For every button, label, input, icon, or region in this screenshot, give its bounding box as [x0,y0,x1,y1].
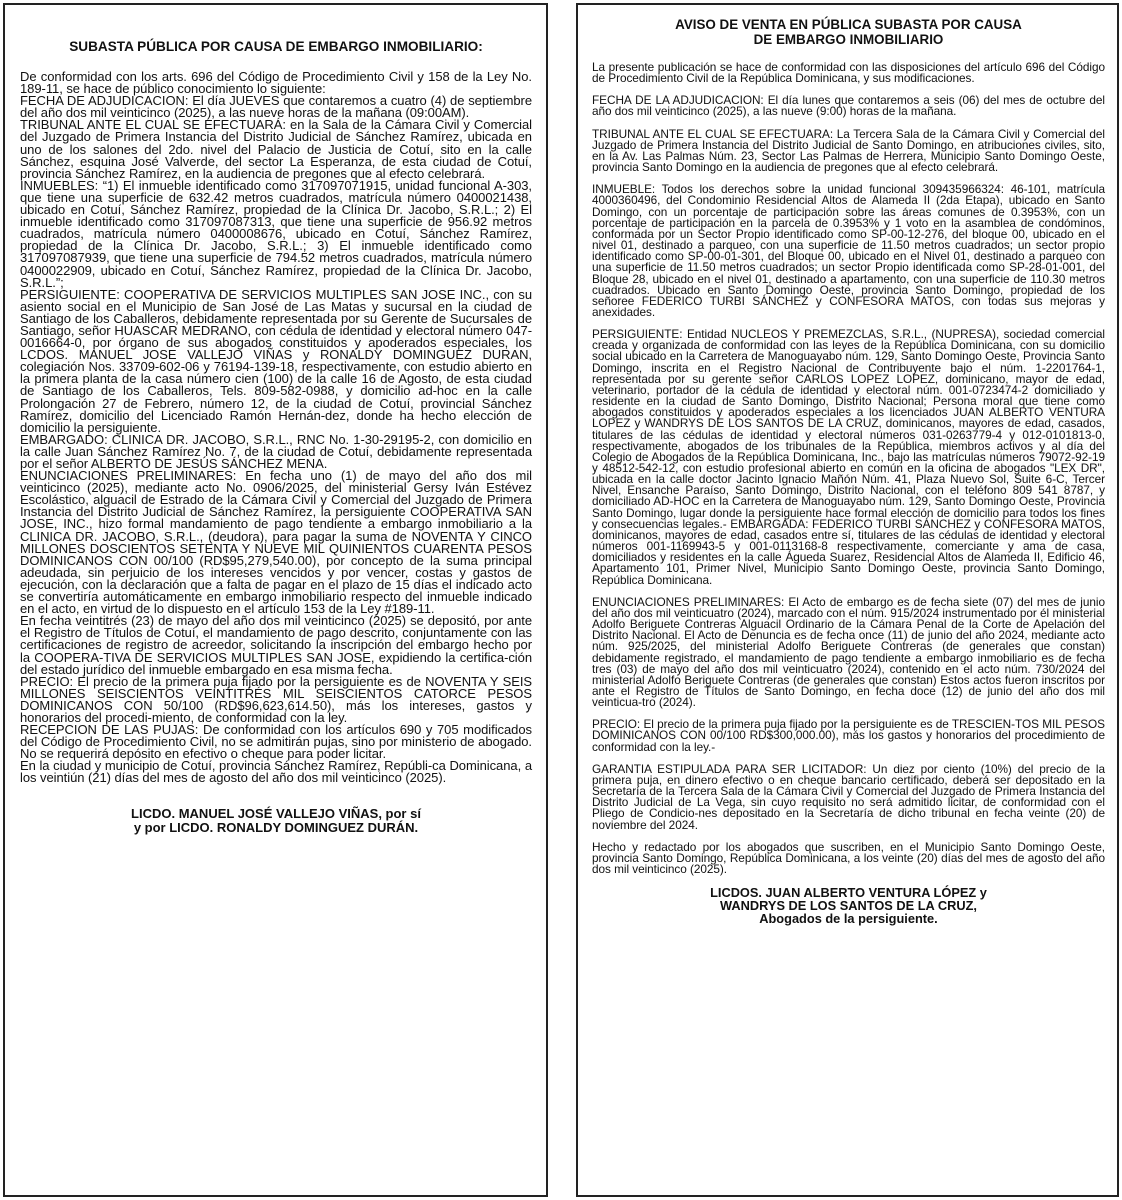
left-signature-line-2: y por LICDO. RONALDY DOMINGUEZ DURÁN. [133,819,419,835]
left-lugar-fecha: En la ciudad y municipio de Cotuí, provincia Sánchez Ramírez, Repúbli-ca Dominicana, a los veintiún (21) días del mes de agosto del año dos mil veinticinco (2025). [20,758,532,786]
notice-right-aviso-venta [576,3,1119,1197]
right-garantia: GARANTIA ESTIPULADA PARA SER LICITADOR: Un diez por ciento (10%) del precio de la primera puja, en dinero efectivo o en cheque bancario certificado, deberá ser depositado en la Secretaría de la Tercera Sala de la Cámara Civil y Comercial del Juzgado de Primera Instancia del Distrito Judicial de La Vega, sin cuyo requisito no será admitido licitar, de conformidad con el Pliego de Condicio-nes depositado en la Secretaría de dicho tribunal en fecha veinte (20) de noviembre del 2024. [592,761,1105,832]
right-signature-line-3: Abogados de la persiguiente. [759,911,938,927]
notice-left-embargo [3,3,548,1197]
left-deposito-registro: En fecha veintitrés (23) de mayo del año dos mil veinticinco (2025) se depositó, por ante el Registro de Títulos de Cotuí, el mandamiento de pago descrito, conjuntamente con las certificaciones de registro de acreedor, solicitando la inscripción del embargo hecho por la COOPERA-TIVA DE SERVICIOS MULTIPLES SAN JOSE, expidiendo la certifica-ción del estado jurídico del inmueble embargado en esa misma fecha. [20,613,532,677]
right-title-line-1: AVISO DE VENTA EN PÚBLICA SUBASTA POR CAUSA [675,17,1022,32]
left-inmuebles: INMUEBLES: “1) El inmueble identificado como 317097071915, unidad funcional A-303, que tiene una superficie de 632.42 metros cuadrados, matrícula número 0400021438, ubicado en Cotuí, Sánchez Ramírez, propiedad de la Clínica Dr. Jacobo, S.R.L.; 2) El inmueble identificado como 317097087313, que tiene una superficie de 956.92 metros cuadrados, matrícula número 0400008676, ubicado en Cotuí, Sánchez Ramírez, propiedad de la Clínica Dr. Jacobo, S.R.L.; 3) El inmueble identificado como 317097087939, que tiene una superficie de 794.52 metros cuadrados, matrícula número 0400022909, ubicado en Cotuí, Sánchez Ramírez, propiedad de la Clínica Dr. Jacobo, S.R.L.”; [20,177,532,290]
right-enunciaciones: ENUNCIACIONES PRELIMINARES: El Acto de embargo es de fecha siete (07) del mes de junio del año dos mil veinticuatro (2024), marcado con el núm. 915/2024 instrumentado por él ministerial Adolfo Beriguete Contreras Alguacil Ordinario de la Cámara Penal de la Corte de Apelación del Distrito Nacional. El Acto de Denuncia es de fecha once (11) de junio del año 2024, mediante acto núm. 925/2025, del ministerial Adolfo Beriguete Contreras (de generales que constan) debidamente registrado, el mandamiento de pago tendiente a embargo inmobiliario es de fecha tres (03) de mayo del año dos mil veinticuatro (2024), contenido en el acto núm. 730/2024 del ministerial Adolfo Beriguete Contreras (de generales que constan) Estos actos fueron inscritos por ante el Registro de Títulos de Santo Domingo, en fecha doce (12) de junio del año dos mil veinticua-tro (2024). [592,594,1105,710]
left-persiguiente: PERSIGUIENTE: COOPERATIVA DE SERVICIOS MULTIPLES SAN JOSE INC., con su asiento social en el Municipio de San José de Las Matas y sucursal en la ciudad de Santiago de los Caballeros, debidamente representada por su Gerente de Sucursales de Santiago, señor HUASCAR MEDRANO, con cédula de identidad y electoral número 047-0016664-0, por órgano de sus abogados constituidos y apoderados especiales, los LCDOS. MANUEL JOSE VALLEJO VIÑAS y RONALDY DOMINGUEZ DURAN, colegiación Nos. 33709-602-06 y 76194-139-18, respectivamente, con estudio abierto en la primera planta de la casa número cien (100) de la calle 16 de Agosto, de esta ciudad de Santiago de los Caballeros, Tels. 809-582-0988, y domicilio ad-hoc en la calle Prolongación 27 de Febrero, número 12, de la ciudad de Cotuí, provincial Sánchez Ramírez, domicilio del Licenciado Ramón Hernán-dez, donde ha hecho elección de domicilio la persiguiente. [20,286,532,435]
right-signature [592,886,1105,925]
right-title-line-2: DE EMBARGO INMOBILIARIO [753,32,944,47]
right-fecha-adjudicacion: FECHA DE LA ADJUDICACION: El día lunes que contaremos a seis (06) del mes de octubre del año dos mil veinticinco (2025), a las nueve (9:00) horas de la mañana. [592,93,1105,119]
left-intro: De conformidad con los arts. 696 del Código de Procedimiento Civil y 158 de la Ley No. 189-11, se hace de público conocimiento lo siguiente: [20,69,532,97]
left-signature-line-1: LICDO. MANUEL JOSÉ VALLEJO VIÑAS, por sí [131,805,421,821]
right-signature-line-2: WANDRYS DE LOS SANTOS DE LA CRUZ, [720,898,977,914]
left-signature [20,807,532,835]
left-tribunal: TRIBUNAL ANTE EL CUAL SE EFECTUARÁ: en la Sala de la Cámara Civil y Comercial del Juzgado de Primera Instancia del Distrito Judicial de Sánchez Ramírez, ubicada en uno de los salones del 2do. nivel del Palacio de Justicia de Cotuí, sito en la calle Sánchez, esquina José Valverde, del sector La Esperanza, de esta ciudad de Cotuí, provincia Sánchez Ramírez, en la audiencia de pregones que al efecto celebrará. [20,117,532,181]
right-persiguiente: PERSIGUIENTE: Entidad NUCLEOS Y PREMEZCLAS, S.R.L., (NUPRESA), sociedad comercial creada y organizada de conformidad con las leyes de la República Dominicana, con su domicilio social ubicado en la Carretera de Manoguayabo núm. 129, Santo Domingo Oeste, Provincia Santo Domingo, inscrita en el Registro Nacional de Contribuyente bajo el núm. 1-2201764-1, representada por su gerente señor CARLOS LOPEZ LOPEZ, dominicano, mayor de edad, veterinario, portador de la cédula de identidad y electoral núm. 001-0723474-2 domiciliado y residente en la ciudad de Santo Domingo, Distrito Nacional; Persona moral que tiene como abogados constituidos y apoderados especiales a los licenciados JUAN ALBERTO VENTURA LOPEZ y WANDRYS DE LOS SANTOS DE LA CRUZ, dominicanos, mayores de edad, casados, titulares de las cédulas de identidad y electoral números 031-0263779-4 y 012-0101813-0, respectivamente, abogados de los tribunales de la República, miembros activos y al día del Colegio de Abogados de la República Dominicana, Inc., bajo las matrículas números 79072-92-19 y 48512-542-12, con estudio profesional abierto en común en la oficina de abogados "LEX DR", ubicada en la calle doctor Jacinto Ignacio Mañón Núm. 41, Plaza Nuevo Sol, Suite 6-C, Tercer Nivel, Ensanche Paraíso, Santo Domingo, Distrito Nacional, con el teléfono 809 541 8787, y domiciliado AD-HOC en la Carretera de Manoguayabo núm. 129, Santo Domingo Oeste, Provincia Santo Domingo, lugar donde la persiguiente hace formal elección de domicilio para todos los fines y consecuencias legales.- EMBARGADA: FEDERICO TURBI SÁNCHEZ y CONFESORA MATOS, dominicanos, mayores de edad, casados entre sí, titulares de las cédulas de identidad y electoral números 001-1169943-5 y 001-0113168-8 respectivamente, comerciante y ama de casa, domiciliados y residentes en la calle Águeda Suarez, Residencial Altos de Alameda II, Edificio 46, Apartamento 101, Primer Nivel, Municipio Santo Domingo Oeste, provincia Santo Domingo, República Dominicana. [592,327,1105,587]
left-precio: PRECIO: El precio de la primera puja fijado por la persiguiente es de NOVENTA Y SEIS MILLONES SEISCIENTOS VEINTITRÉS MIL SEISCIENTOS CATORCE PESOS DOMINICANOS CON 50/100 (RD$96,623,614.50), más los intereses, gastos y honorarios del procedi-miento, de conformidad con la ley. [20,673,532,725]
left-enunciaciones: ENUNCIACIONES PRELIMINARES: En fecha uno (1) de mayo del año dos mil veinticinco (2025), mediante acto No. 0906/2025, del ministerial Gersy Iván Estévez Escolástico, alguacil de Estrado de la Cámara Civil y Comercial del Juzgado de Primera Instancia del Distrito Judicial de Sánchez Ramírez, la persiguiente COOPERATIVA SAN JOSE, INC., hizo formal mandamiento de pago tendiente a embargo inmobiliario a la CLINICA DR. JACOBO, S.R.L., (deudora), para pagar la suma de NOVENTA Y CINCO MILLONES DOSCIENTOS SETENTA Y NUEVE MIL QUINIENTOS CUARENTA PESOS DOMINICANOS CON 00/100 (RD$95,279,540.00), por concepto de la suma principal adeudada, sin perjuicio de los intereses vencidos y por vencer, costas y gastos de ejecución, con la declaración que a falta de pagar en el plazo de 15 días el indicado acto se convertiría automáticamente en embargo inmobiliario respecto del inmueble indicado en el acto, en virtud de lo dispuesto en el artículo 153 de la Ley #189-11. [20,468,532,617]
right-tribunal: TRIBUNAL ANTE EL CUAL SE EFECTUARA: La Tercera Sala de la Cámara Civil y Comercial del Juzgado de Primera Instancia del Distrito Judicial de Santo Domingo, en atribuciones civiles, sito, en la Av. Las Palmas Núm. 23, Sector Las Palmas de Herrera, Municipio Santo Domingo Oeste, provincia Santo Domingo en la audiencia de pregones que al efecto celebrará. [592,126,1105,175]
right-lugar-fecha: Hecho y redactado por los abogados que suscriben, en el Municipio Santo Domingo Oeste, provincia Santo Domingo, República Dominicana, a los veinte (20) días del mes de agosto del año dos mil veinticinco (2025). [592,839,1105,876]
right-signature-line-1: LICDOS. JUAN ALBERTO VENTURA LÓPEZ y [710,885,987,901]
left-recepcion-pujas: RECEPCION DE LAS PUJAS: De conformidad con los artículos 690 y 705 modificados del Código de Procedimiento Civil, no se admitirán pujas, sino por ministerio de abogado. No se requerirá depósito en efectivo o cheque para poder licitar. [20,722,532,762]
left-fecha-adjudicacion: FECHA DE ADJUDICACION: El día JUEVES que contaremos a cuatro (4) de septiembre del año dos mil veinticinco (2025), a las nueve horas de la mañana (09:00AM). [20,93,532,121]
right-inmueble: INMUEBLE: Todos los derechos sobre la unidad funcional 309435966324: 46-101, matrícula 4000360496, del Condominio Residencial Altos de Alameda II (2da Etapa), ubicado en Santo Domingo, con un porcentaje de participación sobre las áreas comunes de 0.3953%, con un porcentaje de participación en la parcela de 0.3953% y 1 voto en la asamblea de condóminos, conformada por un Sector Propio identificado como SP-00-12-276, del bloque 00, ubicado en el nivel 01, destinado a parqueo, con una superficie de 11.50 metros cuadrados; un sector propio identificado como SP-00-01-301, del Bloque 00, ubicado en el Nivel 01, destinado a parqueo con una superficie de 11.50 metros cuadrados; un sector Propio identificada como SP-28-01-001, del Bloque 28, ubicado en el nivel 01, destinado a apartamento, con una superficie de 110.30 metros cuadrados. Ubicado en Santo Domingo Oeste, provincia Santo Domingo, propiedad de los señoree FEDERICO TURBI SÁNCHEZ y CONFESORA MATOS, con todas sus mejoras y anexidades. [592,182,1105,319]
notice-left-title: SUBASTA PÚBLICA POR CAUSA DE EMBARGO INMOBILIARIO: [69,39,483,54]
right-intro: La presente publicación se hace de conformidad con las disposiciones del artículo 696 del Código de Procedimiento Civil de la República Dominicana, y sus modificaciones. [592,60,1105,86]
left-embargado: EMBARGADO: CLINICA DR. JACOBO, S.R.L., RNC No. 1-30-29195-2, con domicilio en la calle Juan Sánchez Ramírez No. 7, de la ciudad de Cotuí, debidamente representada por el señor ALBERTO DE JESÚS SÁNCHEZ MENA. [20,431,532,471]
notice-right-title [592,17,1105,47]
right-precio: PRECIO: El precio de la primera puja fijado por la persiguiente es de TRESCIEN-TOS MIL PESOS DOMINICANOS CON 00/100 RD$300,000.00), más los gastos y honorarios del procedimiento de conformidad con la ley.- [592,717,1105,754]
